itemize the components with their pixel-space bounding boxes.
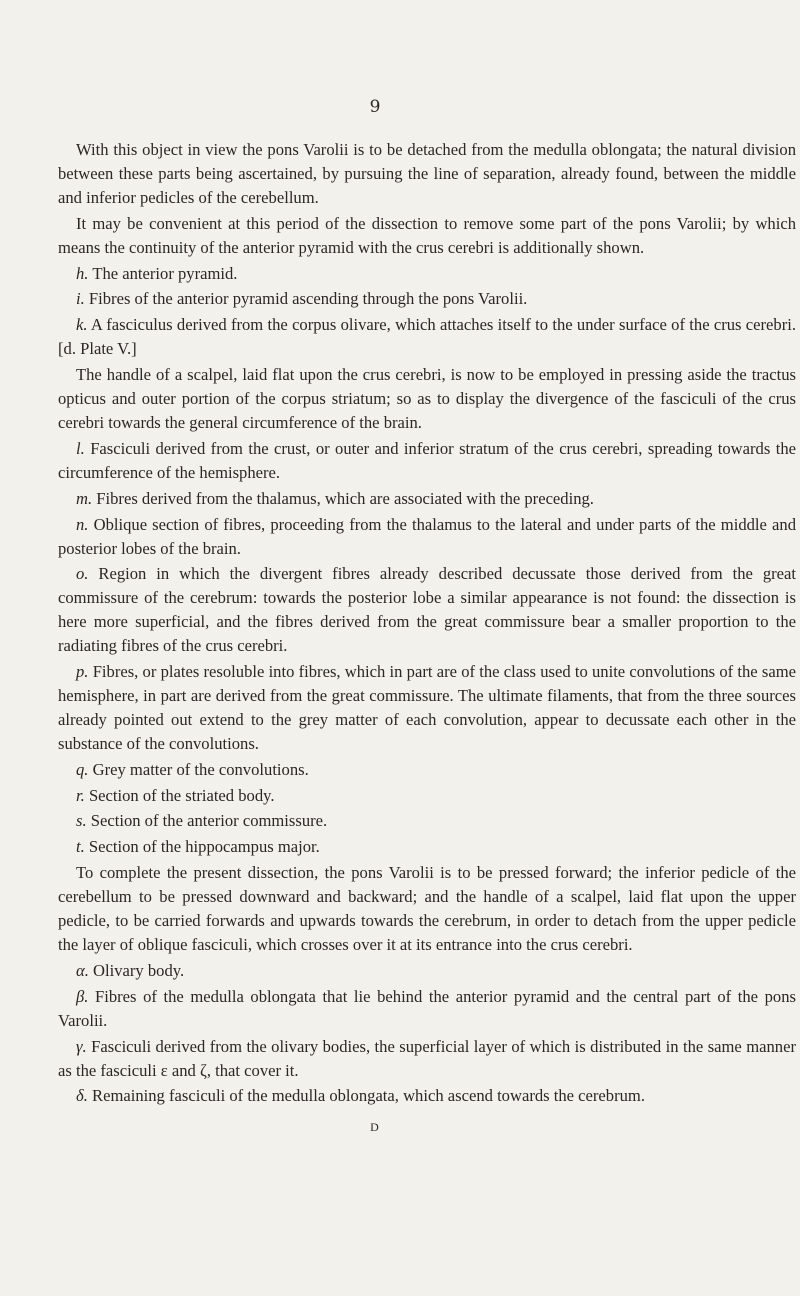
body-text bbox=[58, 138, 796, 1108]
item-label: m. bbox=[76, 488, 93, 508]
paragraph bbox=[58, 313, 796, 361]
paragraph bbox=[58, 487, 796, 511]
page-number: 9 bbox=[369, 97, 381, 117]
item-label: k. bbox=[76, 315, 88, 335]
paragraph-text: Section of the anterior commissure. bbox=[90, 811, 328, 831]
paragraph bbox=[58, 758, 796, 782]
paragraph bbox=[58, 660, 796, 756]
item-label: q. bbox=[76, 759, 89, 779]
item-label: δ. bbox=[76, 1086, 88, 1106]
paragraph bbox=[58, 861, 796, 957]
paragraph-text: Fasciculi derived from the crust, or outer and inferior stratum of the crus cerebri, spreading towards the circumference of the hemisphere. bbox=[58, 438, 796, 482]
paragraph-text: Section of the hippocampus major. bbox=[88, 837, 320, 857]
paragraph-text: Remaining fasciculi of the medulla oblongata, which ascend towards the cerebrum. bbox=[92, 1086, 645, 1106]
item-label: α. bbox=[76, 960, 89, 980]
paragraph bbox=[58, 212, 796, 260]
item-label: i. bbox=[76, 289, 85, 309]
paragraph bbox=[58, 287, 796, 311]
paragraph bbox=[58, 784, 796, 808]
paragraph-text: A fasciculus derived from the corpus olivare, which attaches itself to the under surface of the crus cerebri. [d. Plate V.] bbox=[58, 315, 796, 359]
paragraph-text: Fibres derived from the thalamus, which are associated with the preceding. bbox=[96, 488, 594, 508]
paragraph bbox=[58, 835, 796, 859]
paragraph bbox=[58, 1035, 796, 1083]
paragraph-text: Fibres of the anterior pyramid ascending through the pons Varolii. bbox=[88, 289, 528, 309]
paragraph bbox=[58, 262, 796, 286]
item-label: r. bbox=[76, 785, 85, 805]
paragraph bbox=[58, 809, 796, 833]
paragraph bbox=[58, 1084, 796, 1108]
paragraph-text: To complete the present dissection, the pons Varolii is to be pressed forward; the inferior pedicle of the cerebellum to be pressed downward and backward; and the handle of a scalpel, laid flat upon the upper pedicle, to be carried forwards and upwards towards the cerebrum, in order to detach from the upper pedicle the layer of oblique fasciculi, which crosses over it at its entrance into the crus cerebri. bbox=[58, 863, 796, 954]
paragraph-text: Grey matter of the convolutions. bbox=[92, 759, 309, 779]
paragraph-text: Fasciculi derived from the olivary bodies, the superficial layer of which is distributed in the same manner as the fasciculi ε and ζ, that cover it. bbox=[58, 1036, 796, 1080]
paragraph bbox=[58, 363, 796, 435]
item-label: s. bbox=[76, 811, 87, 831]
paragraph bbox=[58, 562, 796, 658]
paragraph-text: Region in which the divergent fibres already described decussate those derived from the great commissure of the cerebrum: towards the posterior lobe a similar appearance is not found: the dissection is here more superficial, and the fibres derived from the great commissure bear a smaller proportion to the radiating fibres of the crus cerebri. bbox=[58, 564, 796, 656]
paragraph-text: It may be convenient at this period of the dissection to remove some part of the pons Varolii; by which means the continuity of the anterior pyramid with the crus cerebri is additionally shown. bbox=[58, 213, 796, 257]
item-label: n. bbox=[76, 514, 89, 534]
paragraph-text: The anterior pyramid. bbox=[92, 263, 238, 283]
item-label: o. bbox=[76, 564, 89, 584]
paragraph-text: Fibres, or plates resoluble into fibres, which in part are of the class used to unite convolutions of the same hemisphere, in part are derived from the great commissure. The ultimate filaments, that from the three sources already pointed out extend to the grey matter of each convolution, appear to decussate each other in the substance of the convolutions. bbox=[58, 662, 796, 753]
paragraph bbox=[58, 985, 796, 1033]
paragraph bbox=[58, 437, 796, 485]
paragraph-text: Section of the striated body. bbox=[88, 785, 275, 805]
paragraph bbox=[58, 138, 796, 210]
item-label: l. bbox=[76, 438, 85, 458]
paragraph-text: Olivary body. bbox=[93, 960, 185, 980]
paragraph bbox=[58, 513, 796, 561]
item-label: t. bbox=[76, 837, 85, 857]
paragraph-text: With this object in view the pons Varolii is to be detached from the medulla oblongata; the natural division between these parts being ascertained, by pursuing the line of separation, already found, between the middle and inferior pedicles of the cerebellum. bbox=[58, 140, 796, 207]
paragraph-text: The handle of a scalpel, laid flat upon the crus cerebri, is now to be employed in pressing aside the tractus opticus and outer portion of the corpus striatum; so as to display the divergence of the fasciculi of the crus cerebri towards the general circumference of the brain. bbox=[58, 365, 796, 432]
paragraph bbox=[58, 959, 796, 983]
item-label: γ. bbox=[76, 1036, 87, 1056]
item-label: h. bbox=[76, 263, 89, 283]
item-label: β. bbox=[76, 986, 89, 1006]
signature-mark: D bbox=[370, 1120, 380, 1135]
paragraph-text: Fibres of the medulla oblongata that lie behind the anterior pyramid and the central part of the pons Varolii. bbox=[58, 986, 796, 1030]
paragraph-text: Oblique section of fibres, proceeding from the thalamus to the lateral and under parts of the middle and posterior lobes of the brain. bbox=[58, 514, 796, 558]
item-label: p. bbox=[76, 662, 89, 682]
